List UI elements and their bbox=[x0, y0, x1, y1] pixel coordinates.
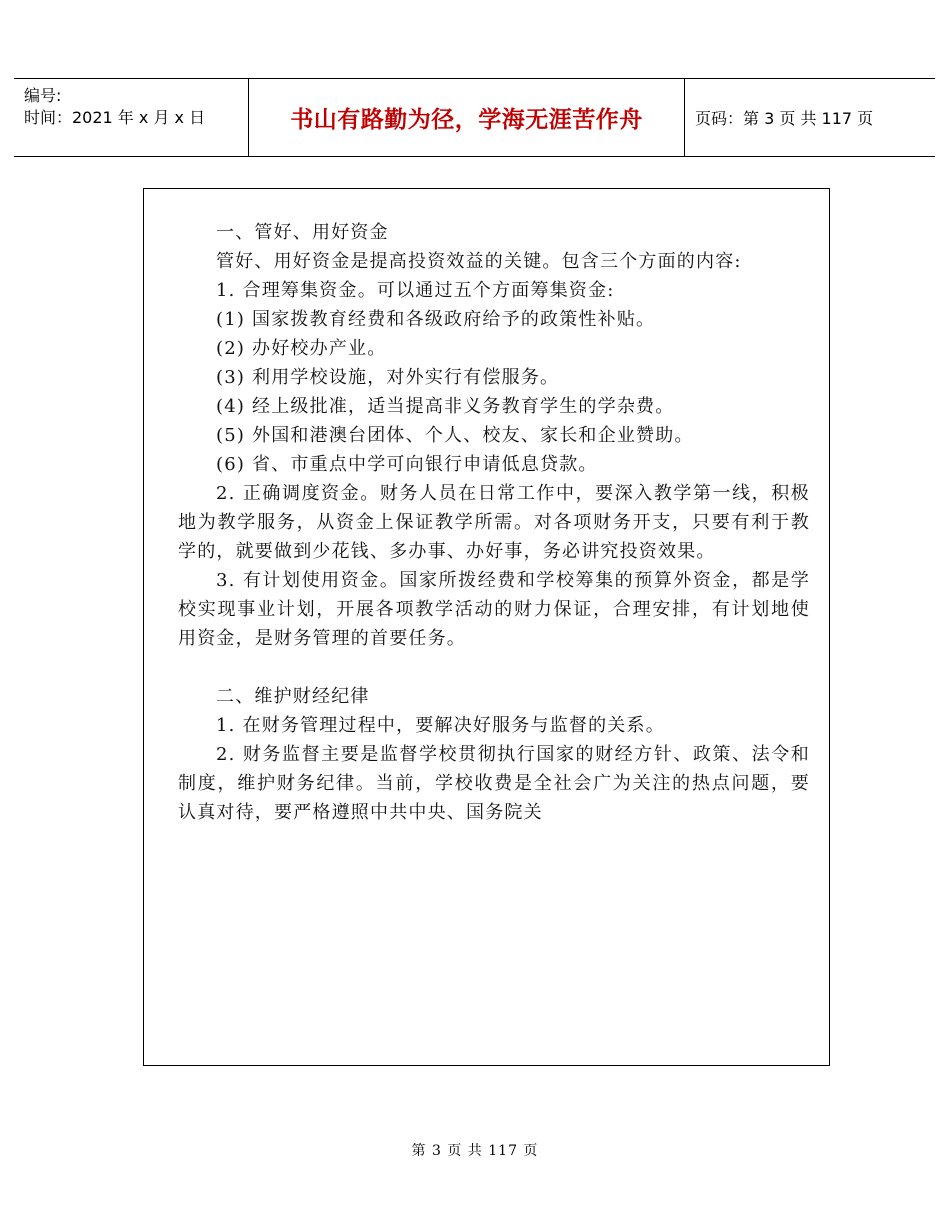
motto-text: 书山有路勤为径，学海无涯苦作舟 bbox=[290, 106, 643, 133]
header-meta-cell bbox=[14, 79, 249, 156]
list-item: (2) 办好校办产业。 bbox=[216, 338, 387, 359]
page-footer: 第 3 页 共 117 页 bbox=[411, 1143, 539, 1159]
header-motto-cell bbox=[249, 79, 685, 156]
paragraph: 2. 财务监督主要是监督学校贯彻执行国家的财经方针、政策、法令和制度，维护财务纪律。当前，学校收费是全社会广为关注的热点问题，要认真对待，要严格遵照中共中央、国务院关 bbox=[178, 744, 810, 823]
list-item: (4) 经上级批准，适当提高非义务教育学生的学杂费。 bbox=[216, 396, 675, 417]
time-label: 时间：2021 年 x 月 x 日 bbox=[24, 108, 206, 127]
header-page-cell bbox=[685, 79, 935, 156]
section-heading-1: 一、管好、用好资金 bbox=[216, 222, 389, 243]
list-item: (1) 国家拨教育经费和各级政府给予的政策性补贴。 bbox=[216, 309, 656, 330]
document-body bbox=[178, 218, 810, 827]
list-item: (5) 外国和港澳台团体、个人、校友、家长和企业赞助。 bbox=[216, 425, 694, 446]
paragraph: 管好、用好资金是提高投资效益的关键。包含三个方面的内容: bbox=[216, 251, 742, 272]
section-heading-2: 二、维护财经纪律 bbox=[216, 686, 370, 707]
number-label: 编号: bbox=[24, 86, 62, 105]
page-label: 页码：第 3 页 共 117 页 bbox=[695, 109, 874, 128]
list-item: 1. 合理筹集资金。可以通过五个方面筹集资金: bbox=[216, 280, 615, 301]
list-item: (3) 利用学校设施，对外实行有偿服务。 bbox=[216, 367, 560, 388]
list-item: (6) 省、市重点中学可向银行申请低息贷款。 bbox=[216, 454, 598, 475]
spacer bbox=[178, 653, 810, 682]
paragraph: 2. 正确调度资金。财务人员在日常工作中，要深入教学第一线，积极地为教学服务，从资金上保证教学所需。对各项财务开支，只要有利于教学的，就要做到少花钱、多办事、办好事，务必讲究投资效果。 bbox=[178, 483, 810, 562]
document-header bbox=[14, 78, 935, 157]
paragraph: 3. 有计划使用资金。国家所拨经费和学校筹集的预算外资金，都是学校实现事业计划，开展各项教学活动的财力保证，合理安排，有计划地使用资金，是财务管理的首要任务。 bbox=[178, 570, 810, 649]
paragraph: 1. 在财务管理过程中，要解决好服务与监督的关系。 bbox=[216, 715, 665, 736]
